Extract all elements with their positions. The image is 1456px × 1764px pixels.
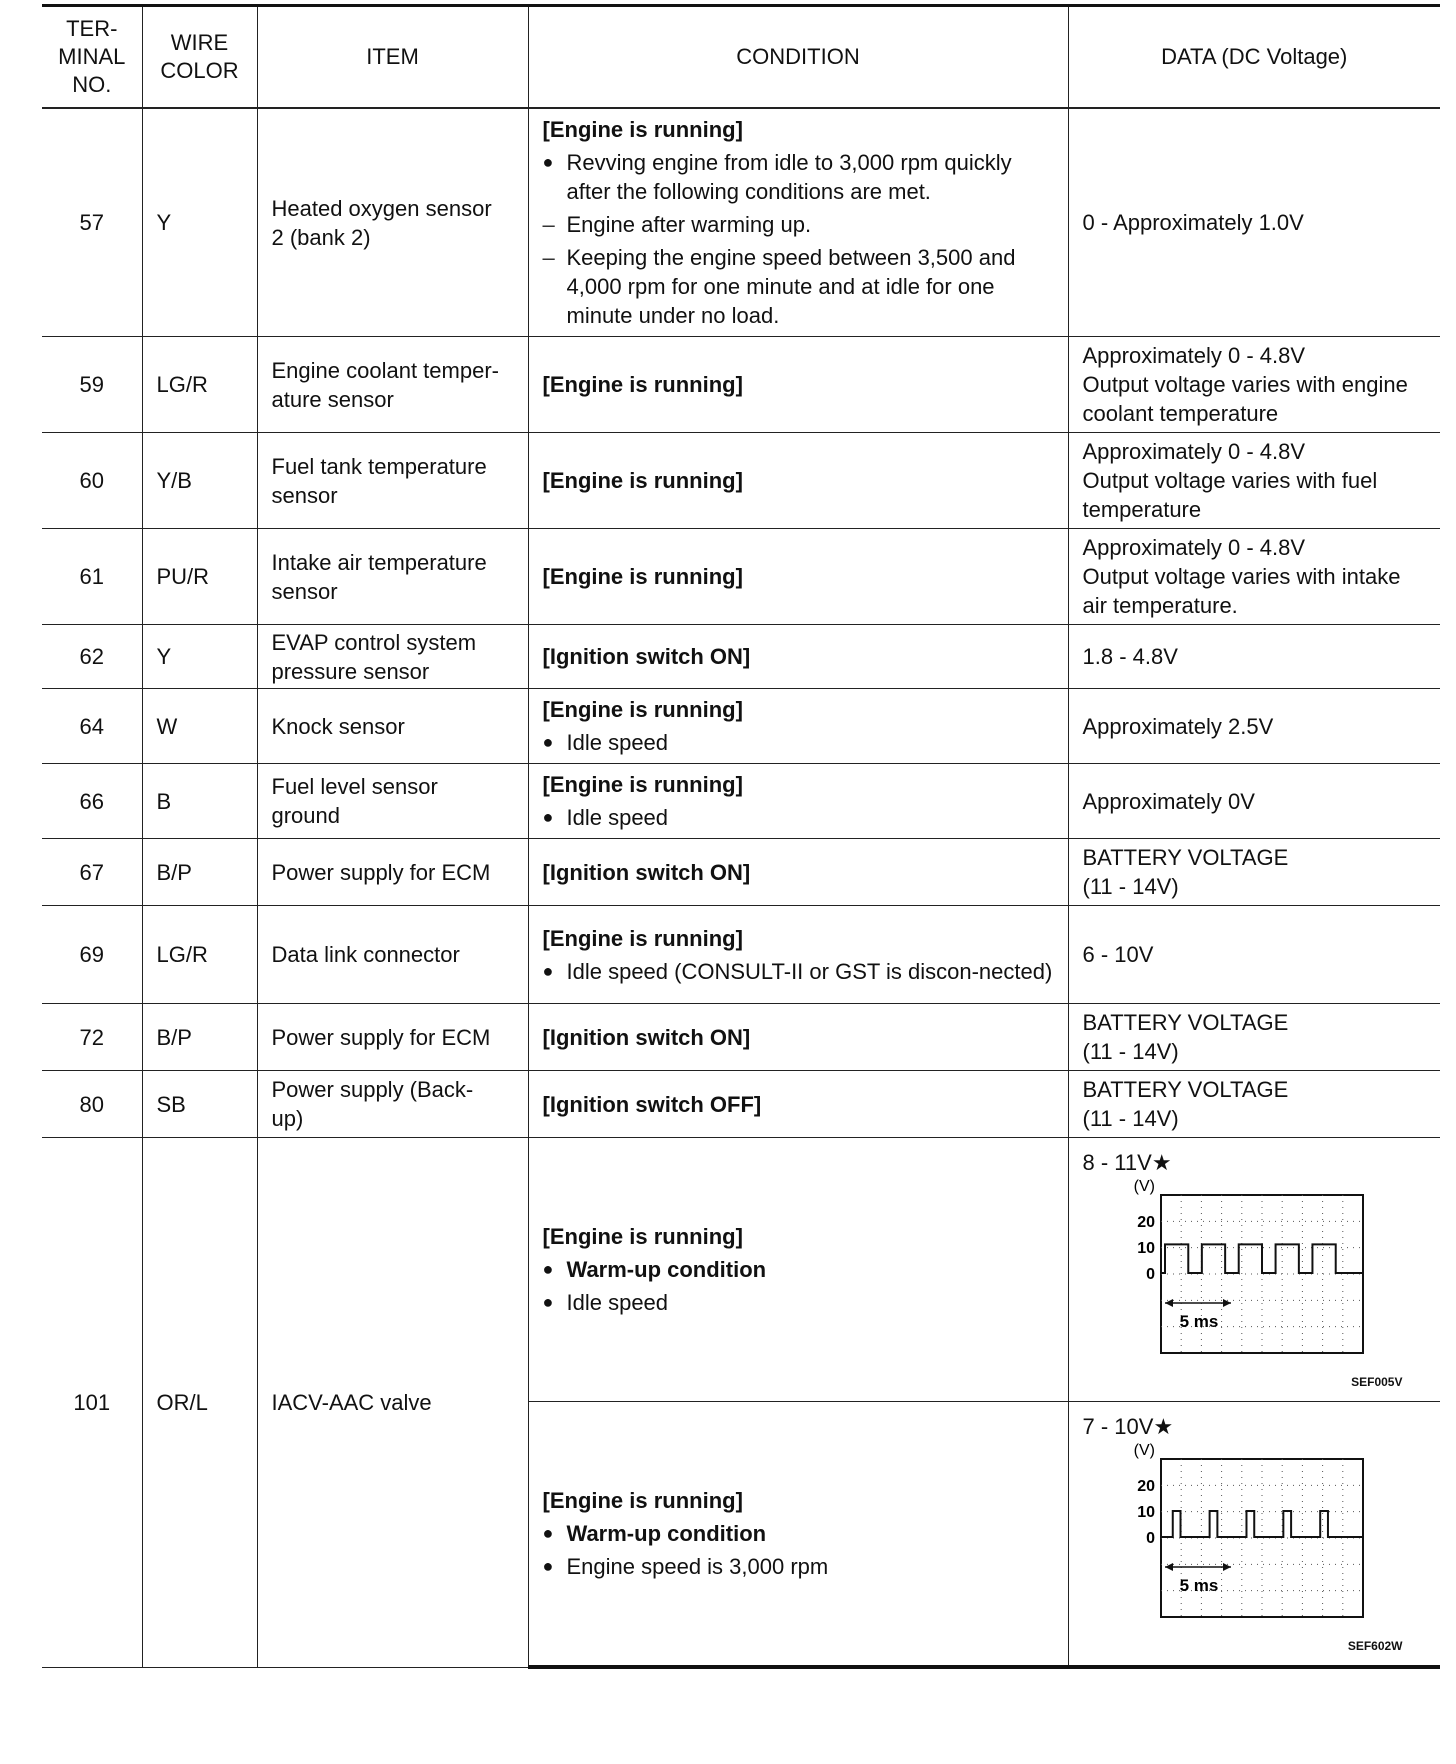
condition-cell bbox=[528, 433, 1068, 529]
figure-code: SEF602W bbox=[1347, 1639, 1403, 1653]
condition-heading: [Ignition switch OFF] bbox=[542, 1091, 762, 1117]
condition-bullet-item: ● Warm-up condition bbox=[543, 1519, 1058, 1548]
condition-heading: [Ignition switch ON] bbox=[542, 1024, 751, 1050]
header-wire-line: WIRE bbox=[170, 30, 229, 55]
data-line: Output voltage varies with fuel bbox=[1082, 468, 1378, 493]
condition-cell bbox=[528, 1004, 1068, 1071]
data-line: Approximately 0V bbox=[1082, 788, 1255, 814]
condition-bullet-item: ● Engine speed is 3,000 rpm bbox=[543, 1552, 1058, 1581]
scope-unit-label: (V) bbox=[1133, 1442, 1155, 1459]
condition-heading: [Ignition switch ON] bbox=[542, 644, 751, 669]
item-name bbox=[257, 764, 528, 839]
condition-heading: [Engine is running] bbox=[542, 697, 743, 722]
item-line: 2 (bank 2) bbox=[271, 224, 371, 250]
header-item: ITEM bbox=[257, 6, 528, 109]
header-wire-line: COLOR bbox=[160, 58, 239, 83]
star-icon: ★ bbox=[1151, 1150, 1172, 1175]
item-line: Data link connector bbox=[271, 942, 460, 967]
wire-color: PU/R bbox=[142, 529, 257, 625]
item-line: Power supply (Back- bbox=[271, 1077, 474, 1102]
condition-bullet-item: ● Idle speed bbox=[543, 803, 1058, 832]
header-condition: CONDITION bbox=[528, 6, 1068, 109]
time-span-label: 5 ms bbox=[1179, 1576, 1218, 1595]
condition-heading: [Engine is running] bbox=[542, 564, 743, 589]
condition-cell bbox=[528, 625, 1068, 689]
table-row bbox=[42, 839, 1440, 906]
item-line: ature sensor bbox=[271, 386, 394, 412]
item-name bbox=[257, 625, 528, 689]
data-line: Output voltage varies with intake bbox=[1082, 564, 1401, 589]
data-cell bbox=[1068, 433, 1440, 529]
condition-cell bbox=[528, 1138, 1068, 1402]
terminal-number: 72 bbox=[42, 1004, 142, 1071]
wire-color: B/P bbox=[142, 1004, 257, 1071]
data-line: Approximately 0 - 4.8V bbox=[1082, 343, 1306, 368]
table-row bbox=[42, 906, 1440, 1004]
data-cell bbox=[1068, 689, 1440, 764]
data-line: Approximately 0 - 4.8V bbox=[1082, 535, 1306, 560]
condition-heading: [Engine is running] bbox=[542, 372, 743, 397]
scope-tick-label: 10 bbox=[1136, 1240, 1155, 1257]
condition-bullet-item: ● Idle speed bbox=[543, 1288, 1058, 1317]
terminal-number: 60 bbox=[42, 433, 142, 529]
condition-heading: [Ignition switch ON] bbox=[542, 859, 751, 885]
item-line: Heated oxygen sensor bbox=[271, 195, 492, 221]
item-name bbox=[257, 108, 528, 337]
data-cell bbox=[1068, 839, 1440, 906]
terminal-number: 64 bbox=[42, 689, 142, 764]
voltage-value: 7 - 10V bbox=[1082, 1414, 1154, 1439]
header-row bbox=[42, 6, 1440, 109]
table-row bbox=[42, 529, 1440, 625]
item-name bbox=[257, 689, 528, 764]
item-name bbox=[257, 1004, 528, 1071]
item-name bbox=[257, 337, 528, 433]
condition-cell bbox=[528, 764, 1068, 839]
data-line: (11 - 14V) bbox=[1082, 1039, 1179, 1064]
wire-color: B bbox=[142, 764, 257, 839]
condition-bullet-item: ● Idle speed (CONSULT-II or GST is discon-nected) bbox=[543, 957, 1058, 986]
item-line: up) bbox=[271, 1106, 304, 1131]
item-name bbox=[257, 839, 528, 906]
header-data: DATA (DC Voltage) bbox=[1068, 6, 1440, 109]
data-line: Approximately 2.5V bbox=[1082, 713, 1274, 739]
condition-cell bbox=[528, 906, 1068, 1004]
data-line: temperature bbox=[1082, 497, 1202, 522]
table-row bbox=[42, 689, 1440, 764]
time-span-label: 5 ms bbox=[1179, 1312, 1218, 1331]
terminal-number: 57 bbox=[42, 108, 142, 337]
voltage-line bbox=[1083, 1148, 1433, 1177]
condition-bullet-item: ● Warm-up condition bbox=[543, 1255, 1058, 1284]
condition-heading: [Engine is running] bbox=[542, 1488, 743, 1513]
wire-color: Y bbox=[142, 625, 257, 689]
terminal-number: 66 bbox=[42, 764, 142, 839]
scope-tick-label: 20 bbox=[1136, 1214, 1155, 1231]
oscilloscope-chart bbox=[1083, 1441, 1403, 1647]
scope-tick-label: 0 bbox=[1145, 1266, 1155, 1283]
condition-cell bbox=[528, 689, 1068, 764]
table-body bbox=[42, 108, 1440, 1667]
header-terminal bbox=[42, 6, 142, 109]
condition-heading: [Engine is running] bbox=[542, 1224, 743, 1249]
item-line: Power supply for ECM bbox=[271, 1024, 491, 1050]
figure-code: SEF005V bbox=[1351, 1375, 1403, 1389]
data-cell bbox=[1068, 764, 1440, 839]
wire-color: Y bbox=[142, 108, 257, 337]
header-terminal-line: NO. bbox=[72, 72, 112, 97]
table-row bbox=[42, 1071, 1440, 1138]
item-name bbox=[257, 1071, 528, 1138]
condition-cell bbox=[528, 337, 1068, 433]
scope-tick-label: 20 bbox=[1136, 1478, 1155, 1495]
condition-dash-item: – Keeping the engine speed between 3,500 and 4,000 rpm for one minute and at idle for one minute under no load. bbox=[543, 243, 1058, 330]
item-line: EVAP control system bbox=[271, 629, 477, 655]
condition-cell bbox=[528, 1402, 1068, 1668]
table-row bbox=[42, 108, 1440, 337]
time-span-arrow-left bbox=[1165, 1299, 1173, 1307]
data-cell bbox=[1068, 108, 1440, 337]
scope-waveform bbox=[1161, 1511, 1363, 1537]
table-row bbox=[42, 764, 1440, 839]
item-name bbox=[257, 433, 528, 529]
star-icon: ★ bbox=[1153, 1414, 1174, 1439]
item-line: sensor bbox=[271, 482, 338, 508]
header-terminal-line: MINAL bbox=[58, 44, 126, 69]
terminal-table bbox=[42, 4, 1440, 1669]
voltage-value: 8 - 11V bbox=[1082, 1150, 1152, 1175]
data-cell bbox=[1068, 625, 1440, 689]
data-cell bbox=[1068, 1004, 1440, 1071]
data-cell bbox=[1068, 1138, 1440, 1402]
item-line: Fuel level sensor bbox=[271, 774, 438, 799]
condition-heading: [Engine is running] bbox=[542, 925, 743, 951]
condition-bullet-item: ● Revving engine from idle to 3,000 rpm quickly after the following conditions are met. bbox=[543, 148, 1058, 206]
data-line: BATTERY VOLTAGE bbox=[1082, 1010, 1289, 1035]
oscilloscope bbox=[1083, 1441, 1403, 1661]
item-line: Power supply for ECM bbox=[271, 859, 491, 885]
data-line: (11 - 14V) bbox=[1082, 1106, 1179, 1131]
item-line: Fuel tank temperature bbox=[271, 453, 487, 479]
item-name bbox=[257, 906, 528, 1004]
terminal-number: 69 bbox=[42, 906, 142, 1004]
voltage-line bbox=[1083, 1412, 1433, 1441]
time-span-arrow-left bbox=[1165, 1563, 1173, 1571]
wire-color: LG/R bbox=[142, 337, 257, 433]
condition-cell bbox=[528, 529, 1068, 625]
terminal-number: 62 bbox=[42, 625, 142, 689]
header-terminal-line: TER- bbox=[66, 16, 118, 41]
data-cell bbox=[1068, 1402, 1440, 1668]
data-line: BATTERY VOLTAGE bbox=[1082, 1077, 1289, 1102]
data-line: Approximately 0 - 4.8V bbox=[1082, 439, 1306, 464]
data-line: air temperature. bbox=[1082, 593, 1238, 618]
data-line: Output voltage varies with engine bbox=[1082, 372, 1408, 397]
table-row bbox=[42, 337, 1440, 433]
oscilloscope-chart bbox=[1083, 1177, 1403, 1383]
terminal-number: 59 bbox=[42, 337, 142, 433]
terminal-number: 80 bbox=[42, 1071, 142, 1138]
wire-color: OR/L bbox=[142, 1138, 257, 1668]
item-name: IACV-AAC valve bbox=[257, 1138, 528, 1668]
condition-bullet-item: ● Idle speed bbox=[543, 728, 1058, 757]
table-row bbox=[42, 625, 1440, 689]
data-line: BATTERY VOLTAGE bbox=[1082, 845, 1289, 870]
scope-waveform bbox=[1161, 1244, 1363, 1273]
data-line: 0 - Approximately 1.0V bbox=[1082, 210, 1304, 235]
scope-tick-label: 10 bbox=[1136, 1504, 1155, 1521]
item-line: ground bbox=[271, 803, 341, 828]
data-line: (11 - 14V) bbox=[1082, 874, 1179, 899]
data-cell bbox=[1068, 1071, 1440, 1138]
condition-heading: [Engine is running] bbox=[542, 772, 743, 797]
condition-heading: [Engine is running] bbox=[542, 468, 743, 493]
scope-unit-label: (V) bbox=[1133, 1178, 1155, 1195]
item-line: pressure sensor bbox=[271, 658, 430, 684]
wire-color: Y/B bbox=[142, 433, 257, 529]
table-row bbox=[42, 433, 1440, 529]
terminal-number: 61 bbox=[42, 529, 142, 625]
data-line: 6 - 10V bbox=[1082, 942, 1154, 967]
header-wire bbox=[142, 6, 257, 109]
data-line: coolant temperature bbox=[1082, 401, 1279, 426]
item-name bbox=[257, 529, 528, 625]
terminal-number: 67 bbox=[42, 839, 142, 906]
oscilloscope bbox=[1083, 1177, 1403, 1397]
condition-cell bbox=[528, 839, 1068, 906]
data-cell bbox=[1068, 337, 1440, 433]
wire-color: SB bbox=[142, 1071, 257, 1138]
terminal-number: 101 bbox=[42, 1138, 142, 1668]
wire-color: W bbox=[142, 689, 257, 764]
scope-tick-label: 0 bbox=[1145, 1530, 1155, 1547]
wire-color: B/P bbox=[142, 839, 257, 906]
data-cell bbox=[1068, 529, 1440, 625]
data-line: 1.8 - 4.8V bbox=[1082, 644, 1178, 669]
item-line: Engine coolant temper- bbox=[271, 357, 499, 383]
wire-color: LG/R bbox=[142, 906, 257, 1004]
item-line: Knock sensor bbox=[271, 713, 405, 739]
item-line: sensor bbox=[271, 578, 338, 604]
condition-heading: [Engine is running] bbox=[542, 117, 743, 142]
condition-cell bbox=[528, 108, 1068, 337]
item-line: Intake air temperature bbox=[271, 549, 487, 575]
condition-cell bbox=[528, 1071, 1068, 1138]
condition-dash-item: – Engine after warming up. bbox=[543, 210, 1058, 239]
table-row bbox=[42, 1004, 1440, 1071]
data-cell bbox=[1068, 906, 1440, 1004]
table-row bbox=[42, 1138, 1440, 1402]
